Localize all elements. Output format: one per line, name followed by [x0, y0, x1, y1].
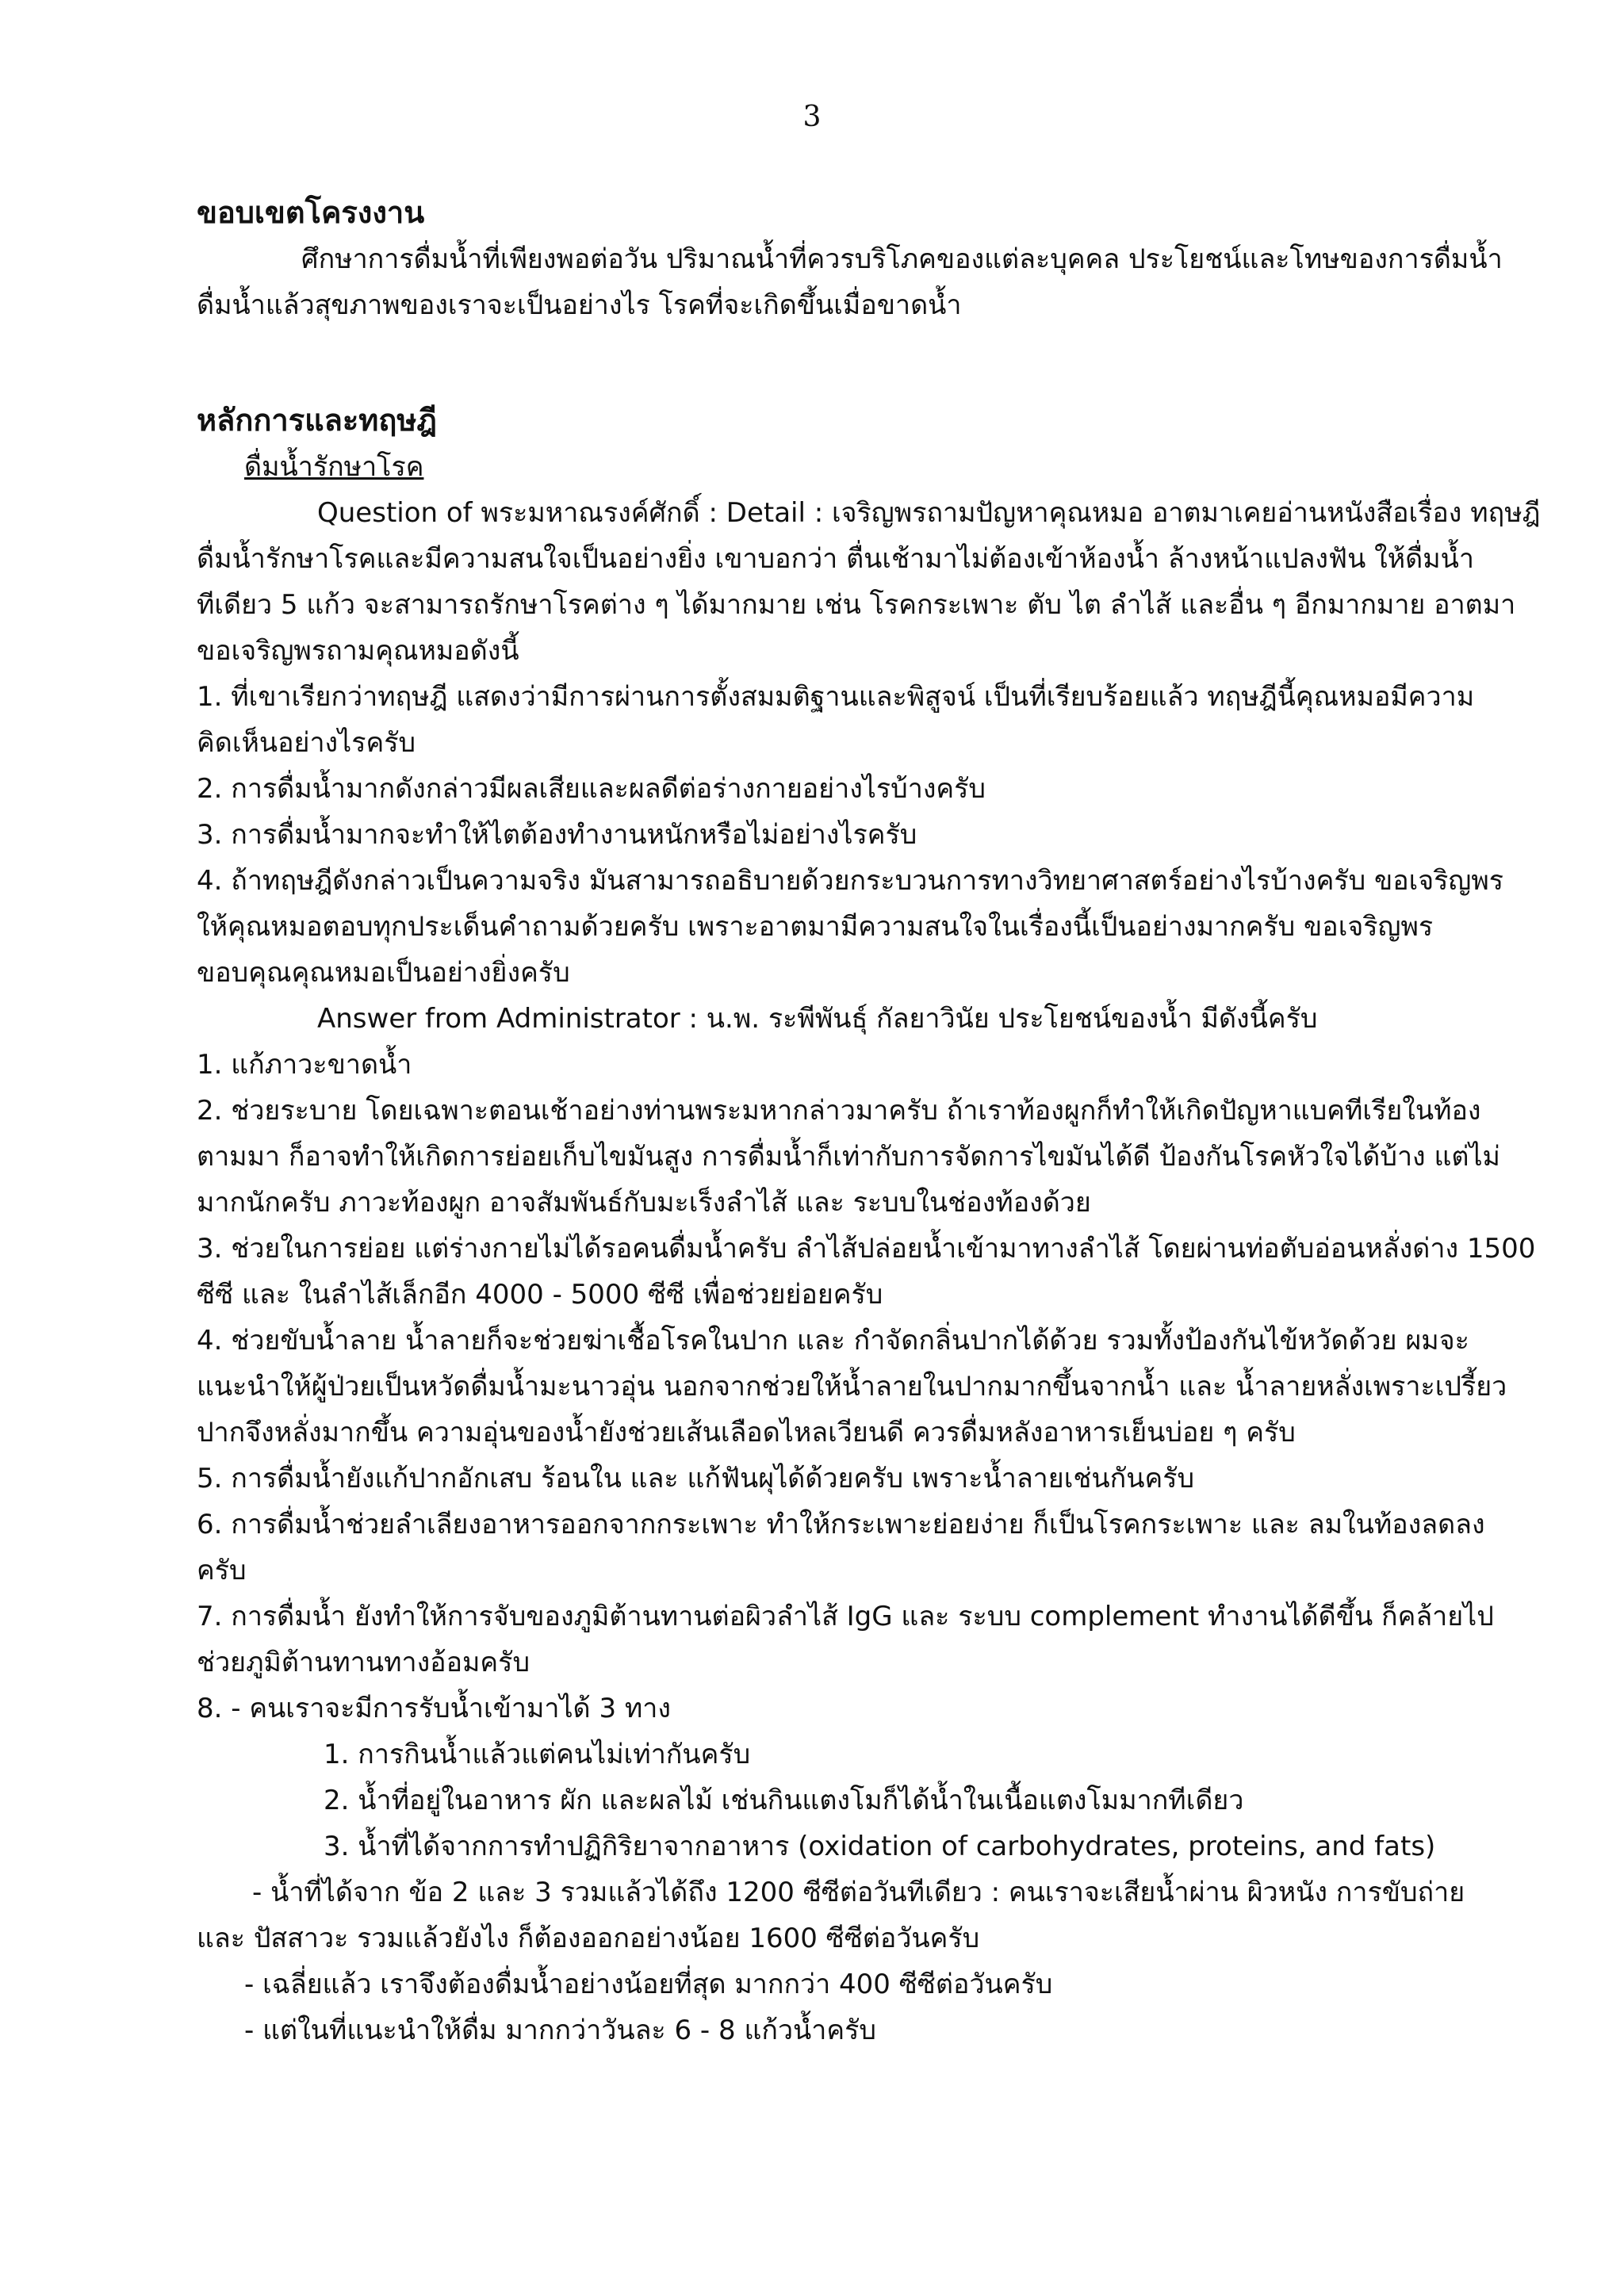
theory-subheading: ดื่มน้ำรักษาโรค: [244, 451, 424, 483]
answer-line: แนะนำให้ผู้ป่วยเป็นหวัดดื่มน้ำมะนาวอุ่น นอกจากช่วยให้น้ำลายในปากมากขึ้นจากน้ำ และ น้ำลายหลั่งเพราะเปรี้ยว: [197, 1371, 1507, 1402]
answer-line: มากนักครับ ภาวะท้องผูก อาจสัมพันธ์กับมะเร็งลำไส้ และ ระบบในช่องท้องด้วย: [197, 1187, 1091, 1219]
intake-way-item: 3. น้ำที่ได้จากการทำปฏิกิริยาจากอาหาร (oxidation of carbohydrates, proteins, and fats): [324, 1831, 1436, 1862]
answer-line: 7. การดื่มน้ำ ยังทำให้การจับของภูมิต้านทานต่อผิวลำไส้ IgG และ ระบบ complement ทำงานได้ดีขึ้น ก็คล้ายไป: [197, 1601, 1494, 1632]
intake-way-item: 2. น้ำที่อยู่ในอาหาร ผัก และผลไม้ เช่นกินแตงโมก็ได้น้ำในเนื้อแตงโมมากทีเดียว: [324, 1785, 1244, 1816]
answer-line: 3. ช่วยในการย่อย แต่ร่างกายไม่ได้รอคนดื่มน้ำครับ ลำไส้ปล่อยน้ำเข้ามาทางลำไส้ โดยผ่านท่อตับอ่อนหลั่งด่าง 1500: [197, 1233, 1536, 1265]
summary-line: - น้ำที่ได้จาก ข้อ 2 และ 3 รวมแล้วได้ถึง 1200 ซีซีต่อวันทีเดียว : คนเราจะเสียน้ำผ่าน ผิวหนัง การขับถ่าย: [252, 1877, 1465, 1908]
scope-heading: ขอบเขตโครงงาน: [197, 195, 425, 230]
answer-line: ตามมา ก็อาจทำให้เกิดการย่อยเก็บไขมันสูง การดื่มน้ำก็เท่ากับการจัดการไขมันได้ดี ป้องกันโรคหัวใจได้บ้าง แต่ไม่: [197, 1141, 1500, 1173]
document-body: [197, 181, 1541, 2053]
question-line: ขอเจริญพรถามคุณหมอดังนี้: [197, 635, 519, 667]
scope-line: ดื่มน้ำแล้วสุขภาพของเราจะเป็นอย่างไร โรคที่จะเกิดขึ้นเมื่อขาดน้ำ: [197, 289, 962, 321]
answer-line: 5. การดื่มน้ำยังแก้ปากอักเสบ ร้อนใน และ แก้ฟันผุได้ด้วยครับ เพราะน้ำลายเช่นกันครับ: [197, 1463, 1195, 1494]
summary-line: - เฉลี่ยแล้ว เราจึงต้องดื่มน้ำอย่างน้อยที่สุด มากกว่า 400 ซีซีต่อวันครับ: [244, 1969, 1053, 2000]
answer-line: ซีซี และ ในลำไส้เล็กอีก 4000 - 5000 ซีซี เพื่อช่วยย่อยครับ: [197, 1279, 883, 1311]
intake-way-item: 1. การกินน้ำแล้วแต่คนไม่เท่ากันครับ: [324, 1739, 751, 1770]
answer-intro: Answer from Administrator : น.พ. ระพีพันธุ์ กัลยาวินัย ประโยชน์ของน้ำ มีดังนี้ครับ: [317, 1003, 1318, 1035]
question-line: ขอบคุณคุณหมอเป็นอย่างยิ่งครับ: [197, 957, 570, 989]
question-line: ให้คุณหมอตอบทุกประเด็นคำถามด้วยครับ เพราะอาตมามีความสนใจในเรื่องนี้เป็นอย่างมากครับ ขอเจริญพร: [197, 911, 1434, 943]
question-line: 2. การดื่มน้ำมากดังกล่าวมีผลเสียและผลดีต่อร่างกายอย่างไรบ้างครับ: [197, 773, 986, 805]
answer-line: ปากจึงหลั่งมากขึ้น ความอุ่นของน้ำยังช่วยเส้นเลือดไหลเวียนดี ควรดื่มหลังอาหารเย็นบ่อย ๆ ครับ: [197, 1417, 1296, 1448]
summary-line: และ ปัสสาวะ รวมแล้วยังไง ก็ต้องออกอย่างน้อย 1600 ซีซีต่อวันครับ: [197, 1923, 980, 1954]
question-line: คิดเห็นอย่างไรครับ: [197, 727, 416, 759]
question-line: ดื่มน้ำรักษาโรคและมีความสนใจเป็นอย่างยิ่ง เขาบอกว่า ตื่นเช้ามาไม่ต้องเข้าห้องน้ำ ล้างหน้าแปลงฟัน ให้ดื่มน้ำ: [197, 543, 1474, 575]
scope-line: ศึกษาการดื่มน้ำที่เพียงพอต่อวัน ปริมาณน้ำที่ควรบริโภคของแต่ละบุคคล ประโยชน์และโทษของการดื่มน้ำ: [301, 243, 1503, 275]
summary-line: - แต่ในที่แนะนำให้ดื่ม มากกว่าวันละ 6 - 8 แก้วน้ำครับ: [244, 2015, 876, 2046]
answer-line: 2. ช่วยระบาย โดยเฉพาะตอนเช้าอย่างท่านพระมหากล่าวมาครับ ถ้าเราท้องผูกก็ทำให้เกิดปัญหาแบคทีเรียในท้อง: [197, 1095, 1481, 1127]
answer-line: 1. แก้ภาวะขาดน้ำ: [197, 1049, 412, 1081]
page-number: 3: [802, 101, 822, 133]
question-line: ทีเดียว 5 แก้ว จะสามารถรักษาโรคต่าง ๆ ได้มากมาย เช่น โรคกระเพาะ ตับ ไต ลำไส้ และอื่น ๆ อีกมากมาย อาตมา: [197, 589, 1516, 621]
question-line: 3. การดื่มน้ำมากจะทำให้ไตต้องทำงานหนักหรือไม่อย่างไรครับ: [197, 819, 917, 851]
question-line: Question of พระมหาณรงค์ศักดิ์ : Detail : เจริญพรถามปัญหาคุณหมอ อาตมาเคยอ่านหนังสือเรื่อง ทฤษฎี: [317, 497, 1541, 529]
answer-line: ครับ: [197, 1555, 247, 1586]
question-line: 1. ที่เขาเรียกว่าทฤษฎี แสดงว่ามีการผ่านการตั้งสมมติฐานและพิสูจน์ เป็นที่เรียบร้อยแล้ว ทฤษฎีนี้คุณหมอมีความ: [197, 681, 1475, 713]
answer-line: 6. การดื่มน้ำช่วยลำเลียงอาหารออกจากกระเพาะ ทำให้กระเพาะย่อยง่าย ก็เป็นโรคกระเพาะ และ ลมในท้องลดลง: [197, 1509, 1485, 1540]
theory-heading: หลักการและทฤษฎี: [197, 403, 437, 438]
answer-line: 8. - คนเราจะมีการรับน้ำเข้ามาได้ 3 ทาง: [197, 1693, 671, 1724]
question-line: 4. ถ้าทฤษฎีดังกล่าวเป็นความจริง มันสามารถอธิบายด้วยกระบวนการทางวิทยาศาสตร์อย่างไรบ้างครับ ขอเจริญพร: [197, 865, 1504, 897]
answer-line: ช่วยภูมิต้านทานทางอ้อมครับ: [197, 1647, 530, 1678]
answer-line: 4. ช่วยขับน้ำลาย น้ำลายก็จะช่วยฆ่าเชื้อโรคในปาก และ กำจัดกลิ่นปากได้ด้วย รวมทั้งป้องกันไข้หวัดด้วย ผมจะ: [197, 1325, 1469, 1357]
